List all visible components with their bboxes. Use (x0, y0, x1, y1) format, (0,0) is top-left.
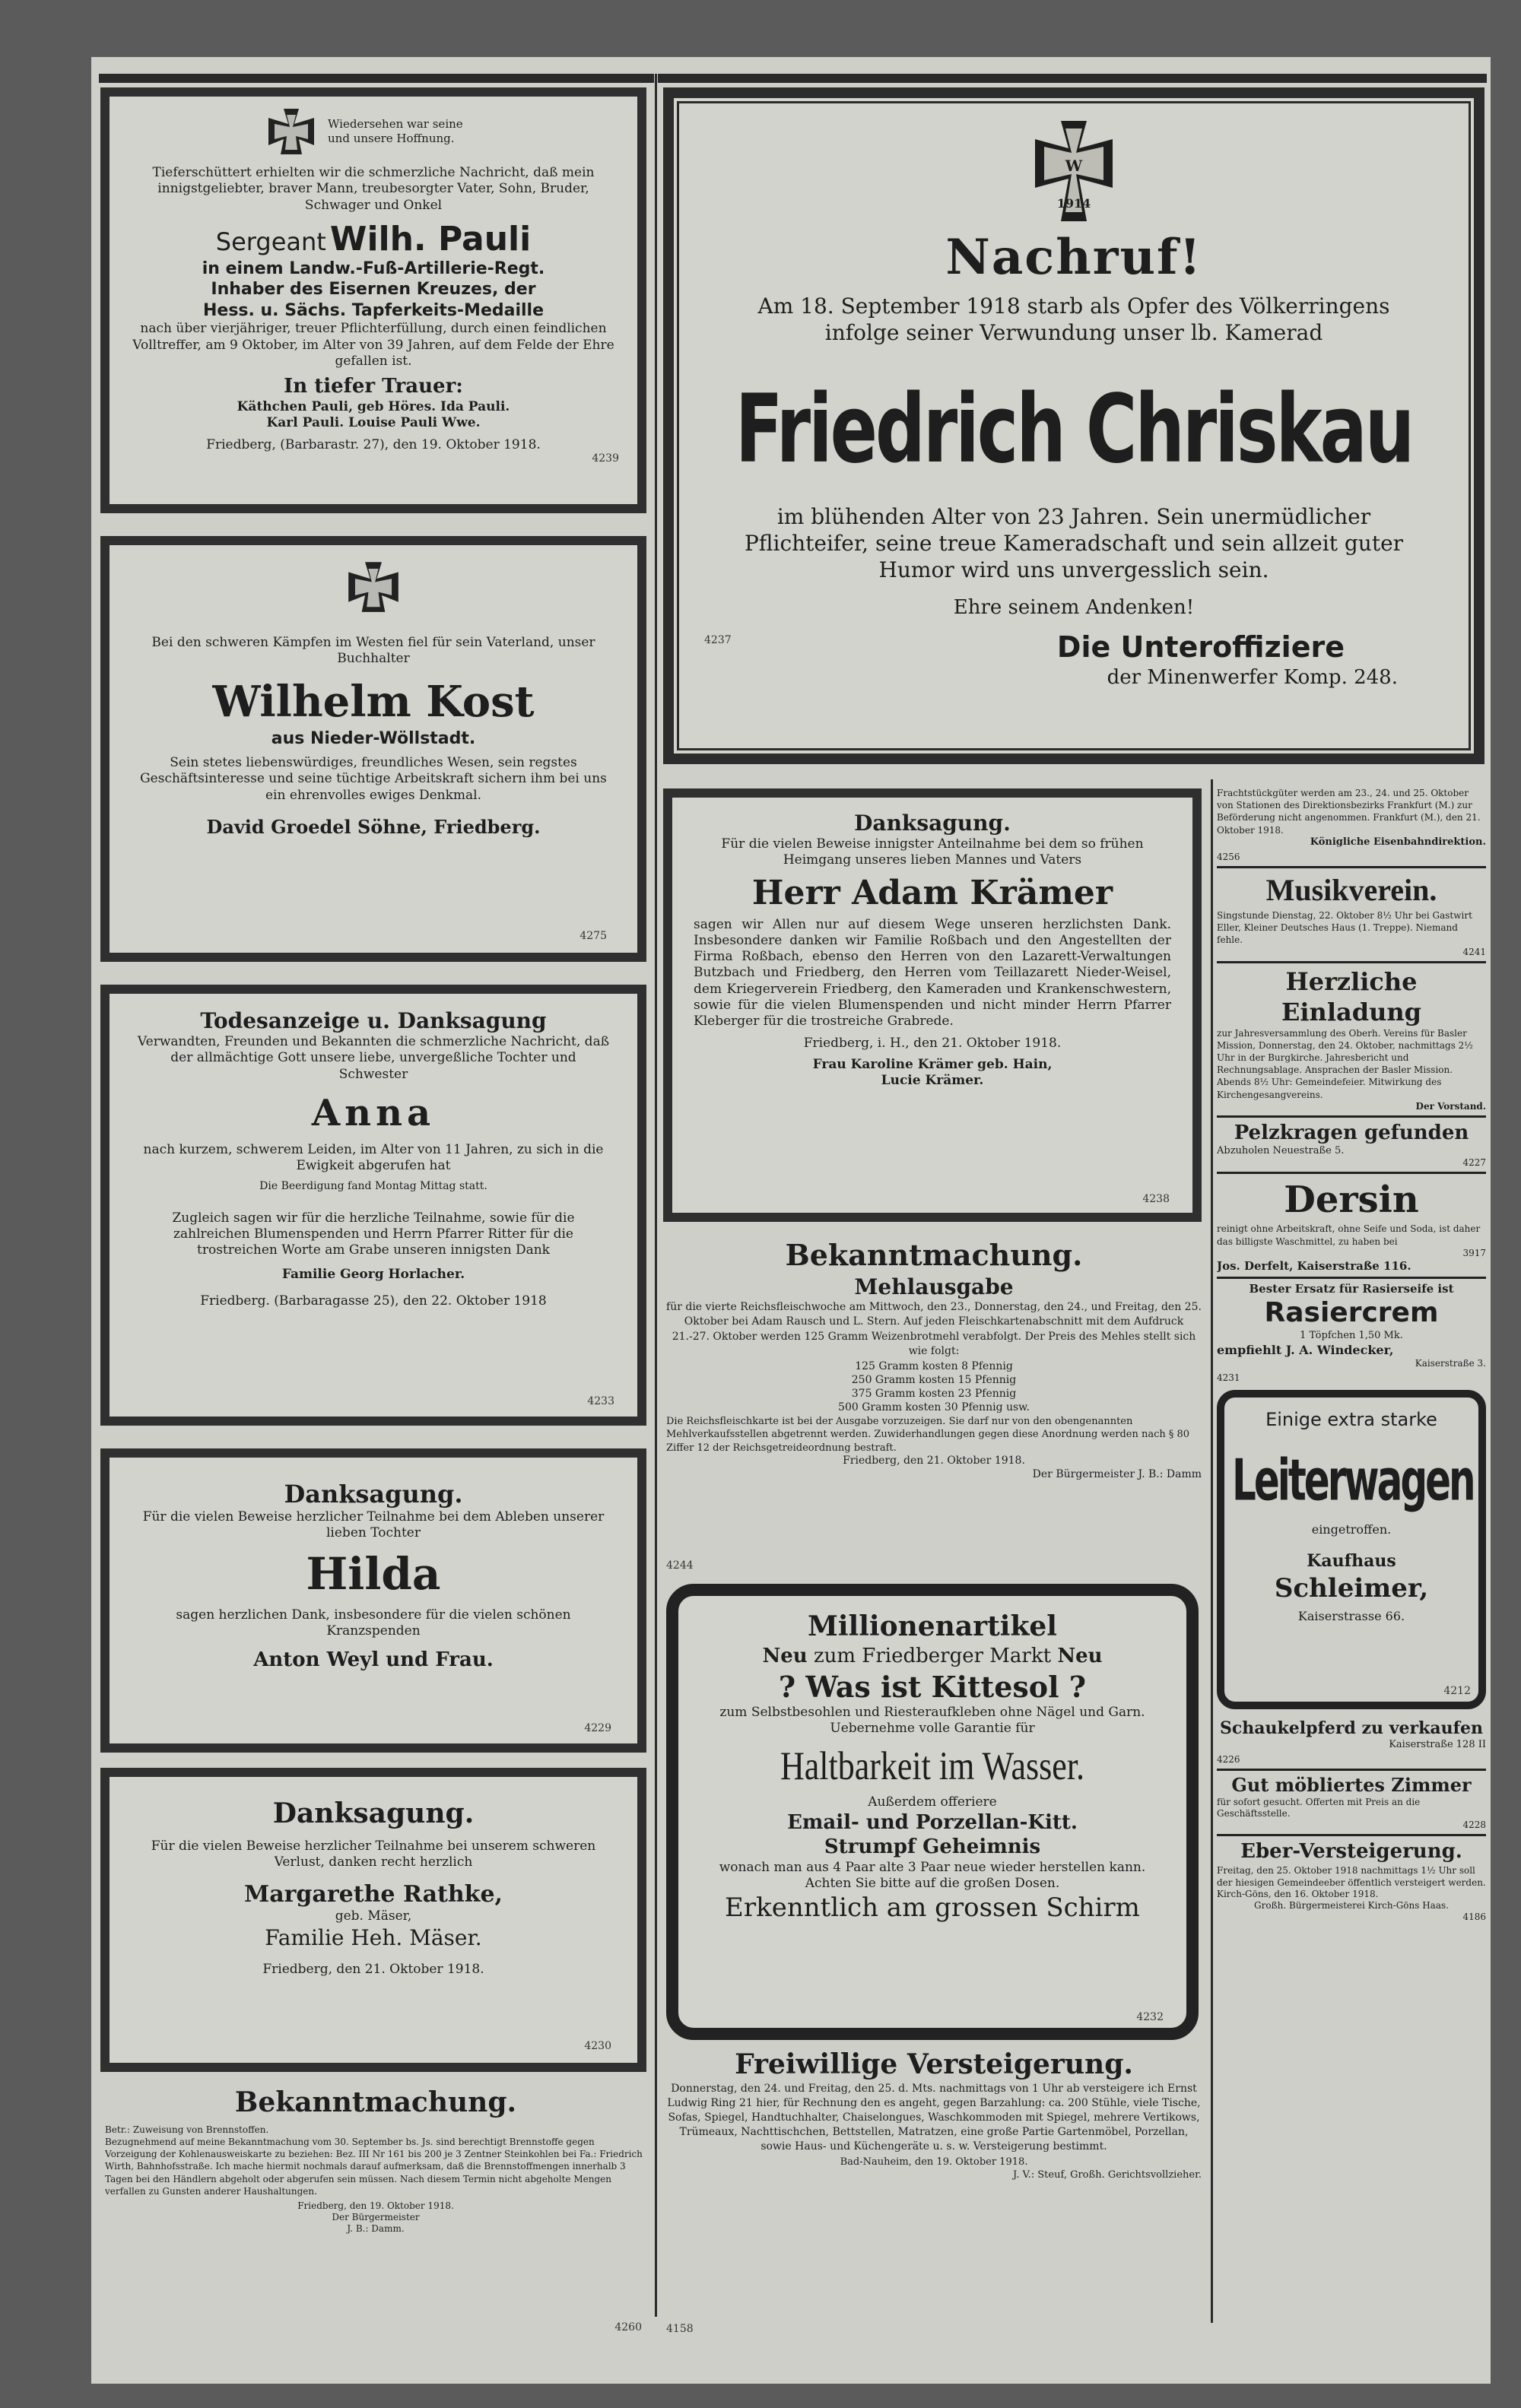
anna-name: Anna (311, 1091, 436, 1134)
kost-name: Wilhelm Kost (212, 676, 535, 727)
kraemer-number: 4238 (1142, 1193, 1170, 1205)
versteigerung-number: 4158 (666, 2323, 694, 2335)
pelz-title: Pelzkragen gefunden (1234, 1121, 1469, 1144)
obituary-kost (100, 536, 646, 962)
advert-kittesol (666, 1584, 1199, 2040)
advert-leiterwagen (1217, 1390, 1486, 1709)
pauli-award2: Hess. u. Sächs. Tapferkeits-Medaille (202, 300, 545, 320)
obituary-chriskau (663, 87, 1484, 764)
thanks-rathke (100, 1768, 646, 2072)
mehl-price-row: 125 Gramm kosten 8 Pfennig (855, 1359, 1013, 1372)
rathke-nee: geb. Mäser, (335, 1908, 412, 1924)
column-separator-right (1211, 779, 1213, 2323)
anna-number: 4233 (587, 1395, 614, 1407)
dersin-number: 3917 (1462, 1247, 1486, 1258)
versteigerung-heading: Freiwillige Versteigerung. (735, 2048, 1133, 2080)
zimmer-number: 4228 (1462, 1819, 1486, 1831)
hilda-intro: Für die vielen Beweise herzlicher Teilnahme bei dem Ableben unserer lieben Tochter (142, 1509, 605, 1541)
pauli-footer: Friedberg, (Barbarastr. 27), den 19. Oktober 1918. (206, 437, 541, 452)
fracht-number: 4256 (1217, 852, 1240, 862)
rasier-number: 4231 (1217, 1372, 1240, 1383)
mehl-price-row: 375 Gramm kosten 23 Pfennig (851, 1388, 1017, 1401)
right-column (1217, 787, 1486, 2338)
leiter-shop1: Kaufhaus (1307, 1551, 1396, 1572)
kost-signature: David Groedel Söhne, Friedberg. (206, 815, 541, 838)
rathke-heading: Danksagung. (272, 1797, 475, 1829)
rathke-name: Margarethe Rathke, (243, 1880, 503, 1908)
anna-footer: Friedberg. (Barbaragasse 25), den 22. Oktober 1918 (200, 1293, 547, 1309)
newspaper-page (91, 57, 1491, 2384)
anna-thanks: Zugleich sagen wir für die herzliche Teilnahme, sowie für die zahlreichen Blumenspenden und Herrn Pfarrer Ritter für die trostreichen Worte am Grabe unseren innigsten Dank (172, 1210, 575, 1258)
bek-left-subject: Betr.: Zuweisung von Brennstoffen. (105, 2124, 269, 2135)
schaukel-number: 4226 (1217, 1754, 1240, 1766)
eber-date: Kirch-Göns, den 16. Oktober 1918. (1217, 1889, 1379, 1900)
kraemer-body: sagen wir Allen nur auf diesem Wege unseren herzlichsten Dank. Insbesondere danken wir Familie Roßbach und den Angestellten der Firma Roßbach, ebenso den Herren von den Lazarett-Verwaltungen Butzbach und Friedberg, den Herren vom Teillazarett Nieder-Weisel, dem Kriegerverein Friedberg, den Kameraden und Krankenschwestern, sowie für die vielen Blumenspenden und nicht minder Herrn Pfarrer Kleberger für die trostreiche Grabrede. (694, 916, 1171, 1029)
fracht-text: Frachtstückgüter werden am 23., 24. und 25. Oktober von Stationen des Direktionsbezirks Frankfurt (M.) zur Beförderung nicht angenommen. Frankfurt (M.), den 21. Oktober 1918. (1217, 788, 1481, 836)
zimmer-title: Gut möbliertes Zimmer (1231, 1774, 1472, 1797)
iron-cross-1914-icon (1032, 118, 1116, 224)
rathke-number: 4230 (584, 2040, 611, 2052)
einladung-title: Herzliche Einladung (1281, 966, 1421, 1026)
leiter-sub: eingetroffen. (1311, 1522, 1392, 1537)
versteigerung-body: Donnerstag, den 24. und Freitag, den 25. d. Mts. nachmittags von 1 Uhr ab versteigere ich Ernst Ludwig Ring 21 hier, für Rechnung den es angeht, gegen Barzahlung: ca. 200 Stühle, viele Tische, Sofas, Spiegel, Handtuchhalter, Chaiselongues, Waschkommoden mit Spiegel, mehrere Vertikows, Trümeaux, Nachttischchen, Bettstellen, Matratzen, eine große Partie Gartenmöbel, Porzellan, sowie Haus- und Küchengeräte u. s. w. Versteigerung bestimmt. (667, 2083, 1201, 2153)
kittesol-offer: Außerdem offeriere (868, 1794, 997, 1810)
chriskau-name: Friedrich Chriskau (735, 374, 1413, 484)
obituary-anna (100, 985, 646, 1426)
schaukel-addr: Kaiserstraße 128 II (1389, 1739, 1486, 1751)
kittesol-desc: zum Selbstbesohlen und Riesteraufkleben ohne Nägel und Garn. Uebernehme volle Garantie für (719, 1705, 1145, 1737)
mehl-body: für die vierte Reichsfleischwoche am Mittwoch, den 23., Donnerstag, den 24., und Freitag, den 25. Oktober bei Adam Rausch und L. Stern. Auf jeden Fleischkartenabschnitt mit dem Aufdruck 21.-27. Oktober werden 125 Gramm Weizenbrotmehl verabfolgt. Der Preis des Mehles stellt sich wie folgt: (666, 1300, 1202, 1358)
iron-cross-icon (267, 107, 316, 156)
obituary-pauli (100, 87, 646, 513)
eber-title: Eber-Versteigerung. (1240, 1840, 1462, 1864)
kittesol-question: ? Was ist Kittesol ? (778, 1669, 1087, 1704)
pauli-award1: Inhaber des Eisernen Kreuzes, der (211, 280, 536, 300)
anna-body: nach kurzem, schwerem Leiden, im Alter von 11 Jahren, zu sich in die Ewigkeit abgerufen hat (143, 1141, 604, 1173)
pauli-family2: Karl Pauli. Louise Pauli Wwe. (266, 414, 481, 430)
notice-fuel (105, 2086, 646, 2337)
kittesol-new-right: Neu (1057, 1645, 1103, 1667)
pauli-epigraph: Wiedersehen war seine und unsere Hoffnung. (328, 117, 463, 145)
rathke-intro: Für die vielen Beweise herzlicher Teilnahme bei unserem schweren Verlust, danken recht herzlich (151, 1839, 596, 1870)
anna-intro: Verwandten, Freunden und Bekannten die schmerzliche Nachricht, daß der allmächtige Gott unsere liebe, unvergeßliche Tochter und Schwester (137, 1034, 610, 1082)
dersin-title: Dersin (1284, 1179, 1419, 1222)
kittesol-number: 4232 (1136, 2011, 1164, 2023)
chriskau-signature: Die Unteroffiziere (1056, 630, 1345, 664)
versteigerung-date: Bad-Nauheim, den 19. Oktober 1918. (840, 2156, 1028, 2168)
column-separator-left (655, 74, 657, 2317)
zimmer-body: für sofort gesucht. Offerten mit Preis an die Geschäftsstelle. (1217, 1797, 1421, 1819)
chriskau-unit: der Minenwerfer Komp. 248. (1107, 666, 1398, 689)
pauli-unit: in einem Landw.-Fuß-Artillerie-Regt. (202, 259, 545, 278)
anna-funeral: Die Beerdigung fand Montag Mittag statt. (259, 1180, 487, 1193)
bek-left-date: Friedberg, den 19. Oktober 1918. (297, 2200, 454, 2211)
iron-cross-icon (347, 560, 400, 614)
kittesol-market: zum Friedberger Markt (813, 1645, 1052, 1667)
einladung-body: zur Jahresversammlung des Oberh. Vereins für Basler Mission, Donnerstag, den 24. Oktober, nachmittags 2½ Uhr in der Burgkirche. Jahresbericht und Rechnungsablage. Ansprachen der Basler Mission. Abends 8½ Uhr: Gemeindefeier. Mitwirkung des Kirchengesangvereins. (1217, 1027, 1473, 1100)
mehl-notice: Die Reichsfleischkarte ist bei der Ausgabe vorzuzeigen. Sie darf nur von den obengenannten Mehlverkaufsstellen abgetrennt werden. Zuwiderhandlungen gegen diese Anordnung werden nach § 80 Ziffer 12 der Reichsgetreideordnung bestraft. (666, 1415, 1190, 1454)
rasier-top: Bester Ersatz für Rasierseife ist (1249, 1281, 1454, 1296)
kittesol-product2: Strumpf Geheimnis (824, 1835, 1041, 1859)
kraemer-sign2: Lucie Krämer. (881, 1072, 984, 1088)
pauli-intro: Tieferschüttert erhielten wir die schmerzliche Nachricht, daß mein innigstgeliebter, braver Mann, treubesorgter Vater, Sohn, Bruder, Schwager und Onkel (152, 165, 595, 213)
bek-left-body: Bezugnehmend auf meine Bekanntmachung vom 30. September bs. Js. sind berechtigt Brennstoffe gegen Vorzeigung der Kohlenausweiskarte zu beziehen: Bez. III Nr 161 bis 200 je 3 Zentner Steinkohlen bei Fa.: Friedrich Wirth, Bahnhofsstraße. Ich mache hiermit nochmals darauf aufmerksam, daß die Brennstoffmengen innerhalb 3 Tagen bei den Händlern abgeholt oder abgerufen sein müssen. Nach diesem Termin nicht abgeholte Mengen verfallen zu Gunsten anderer Haushaltungen. (105, 2137, 643, 2197)
kost-body: Sein stetes liebenswürdiges, freundliches Wesen, sein regstes Geschäftsinteresse und seine tüchtige Arbeitskraft sichern ihm bei uns ein ehrenvolles ewiges Denkmal. (140, 755, 607, 803)
kraemer-name: Herr Adam Krämer (751, 873, 1113, 912)
dersin-sign: Jos. Derfelt, Kaiserstraße 116. (1217, 1258, 1411, 1273)
mehl-date: Friedberg, den 21. Oktober 1918. (843, 1455, 1025, 1467)
bek-left-signature: J. B.: Damm. (347, 2222, 405, 2234)
thanks-kraemer (663, 788, 1202, 1222)
kraemer-heading: Danksagung. (854, 811, 1011, 836)
pauli-name: Wilh. Pauli (329, 219, 532, 259)
hilda-name: Hilda (306, 1547, 441, 1600)
kittesol-new-left: Neu (762, 1645, 808, 1667)
cross-letter: W (1065, 157, 1083, 175)
pauli-family1: Käthchen Pauli, geb Höres. Ida Pauli. (237, 398, 510, 414)
top-rule-right (658, 74, 1487, 83)
rathke-family: Familie Heh. Mäser. (265, 1925, 482, 1951)
pelz-number: 4227 (1462, 1157, 1486, 1169)
mehl-number: 4244 (666, 1559, 694, 1572)
leiter-title: Leiterwagen (1232, 1446, 1474, 1513)
mehl-price-row: 500 Gramm kosten 30 Pfennig usw. (838, 1401, 1030, 1414)
chriskau-honor: Ehre seinem Andenken! (953, 596, 1195, 619)
hilda-signature: Anton Weyl und Frau. (253, 1648, 494, 1671)
top-rule-left (99, 74, 654, 83)
kraemer-date: Friedberg, i. H., den 21. Oktober 1918. (803, 1036, 1062, 1052)
anna-family: Familie Georg Horlacher. (281, 1266, 465, 1282)
rathke-footer: Friedberg, den 21. Oktober 1918. (262, 1962, 484, 1978)
bek-left-office: Der Bürgermeister (332, 2211, 420, 2222)
chriskau-intro: Am 18. September 1918 starb als Opfer des Völkerringens infolge seiner Verwundung unser lb. Kamerad (757, 293, 1390, 345)
mehl-office: Der Bürgermeister J. B.: Damm (1032, 1467, 1202, 1480)
mehl-heading: Bekanntmachung. (785, 1238, 1083, 1272)
leiter-shop2: Schleimer, (1274, 1572, 1429, 1604)
pauli-body: nach über vierjähriger, treuer Pflichterfüllung, durch einen feindlichen Volltreffer, am 9 Oktober, im Alter von 39 Jahren, auf dem Felde der Ehre gefallen ist. (132, 321, 614, 369)
hilda-number: 4229 (584, 1722, 611, 1734)
leiter-top: Einige extra starke (1265, 1408, 1437, 1430)
fracht-sign: Königliche Eisenbahndirektion. (1310, 836, 1486, 848)
chriskau-number: 4237 (704, 633, 732, 646)
thanks-hilda (100, 1448, 646, 1753)
mehl-sub: Mehlausgabe (854, 1274, 1014, 1299)
kraemer-intro: Für die vielen Beweise innigster Anteilnahme bei dem so frühen Heimgang unseres lieben Mannes und Vaters (721, 836, 1144, 868)
eber-body: Freitag, den 25. Oktober 1918 nachmittags 1½ Uhr soll der hiesigen Gemeindeeber öffentlich versteigert werden. (1217, 1864, 1486, 1888)
hilda-heading: Danksagung. (284, 1480, 463, 1509)
pauli-rank: Sergeant (215, 227, 326, 256)
kraemer-sign1: Frau Karoline Krämer geb. Hain, (812, 1056, 1053, 1072)
eber-number: 4186 (1462, 1911, 1486, 1923)
chriskau-heading: Nachruf! (945, 229, 1202, 286)
notice-auction (666, 2048, 1202, 2337)
dersin-body: reinigt ohne Arbeitskraft, ohne Seife und Soda, ist daher das billigste Waschmittel, zu haben bei (1217, 1223, 1481, 1247)
leiter-addr: Kaiserstrasse 66. (1297, 1609, 1405, 1624)
cross-year: 1914 (1056, 196, 1091, 211)
kittesol-product1: Email- und Porzellan-Kitt. (787, 1810, 1078, 1834)
bek-left-heading: Bekanntmachung. (234, 2086, 517, 2118)
kost-origin: aus Nieder-Wöllstadt. (271, 728, 476, 748)
eber-sign: Großh. Bürgermeisterei Kirch-Göns Haas. (1254, 1900, 1449, 1911)
pelz-body: Abzuholen Neuestraße 5. (1217, 1145, 1345, 1157)
hilda-body: sagen herzlichen Dank, insbesondere für die vielen schönen Kranzspenden (176, 1607, 571, 1639)
kost-number: 4275 (580, 930, 607, 942)
kost-intro: Bei den schweren Kämpfen im Westen fiel für sein Vaterland, unser Buchhalter (151, 635, 595, 667)
kittesol-heading: Millionenartikel (808, 1610, 1057, 1642)
leiter-number: 4212 (1443, 1684, 1471, 1697)
notice-flour (666, 1237, 1202, 1572)
musik-number: 4241 (1462, 946, 1486, 957)
rasier-price: 1 Töpfchen 1,50 Mk. (1300, 1330, 1403, 1342)
kittesol-claim: Haltbarkeit im Wasser. (780, 1743, 1085, 1788)
rasier-title: Rasiercrem (1264, 1297, 1439, 1329)
versteigerung-sign: J. V.: Steuf, Großh. Gerichtsvollzieher. (1013, 2168, 1202, 2181)
einladung-sign: Der Vorstand. (1415, 1100, 1486, 1112)
musik-body: Singstunde Dienstag, 22. Oktober 8½ Uhr bei Gastwirt Eller, Kleiner Deutsches Haus (1. Treppe). Niemand fehle. (1217, 910, 1472, 946)
schaukel-title: Schaukelpferd zu verkaufen (1219, 1718, 1484, 1738)
anna-heading: Todesanzeige u. Danksagung (200, 1008, 547, 1033)
mehl-price-row: 250 Gramm kosten 15 Pfennig (851, 1374, 1017, 1387)
kittesol-desc2: wonach man aus 4 Paar alte 3 Paar neue wieder herstellen kann. Achten Sie bitte auf die großen Dosen. (719, 1859, 1146, 1891)
bek-left-number: 4260 (614, 2321, 642, 2333)
pauli-mourning: In tiefer Trauer: (284, 375, 463, 398)
kittesol-mark: Erkenntlich am grossen Schirm (725, 1892, 1140, 1924)
chriskau-body: im blühenden Alter von 23 Jahren. Sein unermüdlicher Pflichteifer, seine treue Kameradschaft und sein allzeit guter Humor wird uns unvergesslich sein. (744, 504, 1404, 582)
pauli-number: 4239 (592, 452, 619, 465)
musik-title: Musikverein. (1265, 873, 1437, 907)
rasier-sign: empfiehlt J. A. Windecker, (1217, 1342, 1394, 1357)
mehl-price-list (666, 1359, 1202, 1415)
rasier-addr: Kaiserstraße 3. (1415, 1357, 1486, 1369)
